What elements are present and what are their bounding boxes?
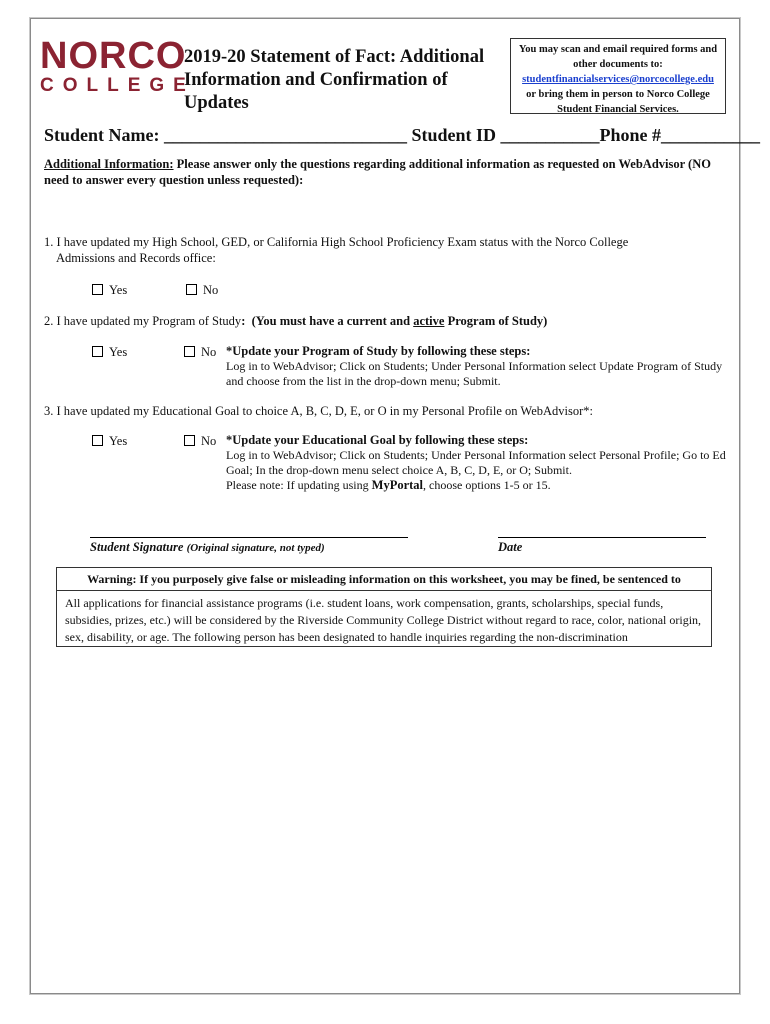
submission-info-box [510, 38, 726, 114]
q2-steps-title: *Update your Program of Study by following these steps: [226, 344, 531, 358]
phone-field[interactable]: ___________ [661, 125, 761, 145]
logo-norco: NORCO [40, 35, 187, 77]
question-1 [44, 234, 704, 266]
q2-steps [226, 344, 726, 389]
question-1-text: 1. I have updated my High School, GED, or California High School Proficiency Exam status with the Norco College [44, 235, 629, 249]
id-field[interactable]: ___________ [500, 125, 600, 145]
q1-yes-label: Yes [109, 283, 128, 297]
logo-college: COLLEGE [40, 75, 195, 96]
q3-yes-option[interactable] [92, 433, 127, 449]
warning-text: Warning: If you purposely give false or misleading information on this worksheet, you may be fined, be sentenced to [57, 568, 711, 591]
q2-steps-body: Log in to WebAdvisor; Click on Students; Under Personal Information select Update Program of Study and choose from the list in the drop-down menu; Submit. [226, 359, 723, 388]
form-title: 2019-20 Statement of Fact: Additional Information and Confirmation of Updates [184, 47, 485, 113]
additional-info [44, 156, 734, 188]
name-label: Student Name: [44, 125, 160, 145]
name-field[interactable]: ___________________________ [164, 125, 407, 145]
signature-label: Student Signature [90, 540, 184, 554]
q1-no-option[interactable] [186, 282, 218, 298]
signature-caption [90, 540, 325, 555]
checkbox-icon[interactable] [184, 435, 195, 446]
q3-yes-label: Yes [109, 434, 128, 448]
q2-no-label: No [201, 345, 217, 359]
q1-yes-option[interactable] [92, 282, 127, 298]
student-info-row [44, 125, 760, 146]
q2-no-option[interactable] [184, 344, 216, 360]
question-2-text: 2. I have updated my Program of Study [44, 314, 242, 328]
question-2 [44, 313, 724, 329]
nondiscrimination-policy: All applications for financial assistance programs (i.e. student loans, work compensation, grants, scholarships, special funds, subsidies, prizes, etc.) will be considered by the Riverside Community College District without regard to race, color, national origin, sex, disability, or age. The following person has been designated to handle inquiries regarding the non-discrimination [65, 596, 702, 644]
checkbox-icon[interactable] [186, 284, 197, 295]
question-3-text: 3. I have updated my Educational Goal to choice A, B, C, D, E, or O in my Personal Profile on WebAdvisor*: [44, 404, 594, 418]
q3-no-option[interactable] [184, 433, 216, 449]
id-label: Student ID [411, 125, 497, 145]
q2-yes-label: Yes [109, 345, 128, 359]
q3-steps [226, 433, 726, 493]
email-link[interactable]: studentfinancialservices@norcocollege.edu [522, 74, 714, 85]
info-line2: or bring them in person to Norco College Student Financial Services. [526, 89, 710, 115]
q3-note: Please note: If updating using MyPortal, choose options 1-5 or 15. [226, 478, 551, 492]
checkbox-icon[interactable] [92, 284, 103, 295]
q1-no-label: No [203, 283, 219, 297]
checkbox-icon[interactable] [92, 435, 103, 446]
question-2-note: (You must have a current and active Program of Study) [251, 314, 548, 328]
q2-yes-option[interactable] [92, 344, 127, 360]
q3-no-label: No [201, 434, 217, 448]
info-line1: You may scan and email required forms and other documents to: [518, 44, 718, 70]
checkbox-icon[interactable] [92, 346, 103, 357]
checkbox-icon[interactable] [184, 346, 195, 357]
q3-steps-title: *Update your Educational Goal by following these steps: [226, 433, 529, 447]
warning-box [56, 567, 712, 647]
additional-label: Additional Information: [44, 157, 174, 171]
date-line[interactable] [498, 537, 706, 538]
additional-text: Please answer only the questions regarding additional information as requested on WebAdvisor (NO need to answer every question unless requested): [44, 157, 711, 187]
signature-sub: (Original signature, not typed) [186, 542, 325, 554]
phone-label: Phone # [599, 125, 662, 145]
signature-line[interactable] [90, 537, 408, 538]
question-2-colon: : [241, 314, 246, 328]
date-label: Date [498, 540, 523, 554]
q3-steps-body: Log in to WebAdvisor; Click on Students; Under Personal Information select Personal Profile; Go to Ed Goal; In the drop-down menu select choice A, B, C, D, E, or O; Submit. [226, 448, 726, 477]
question-1-text2: Admissions and Records office: [56, 251, 216, 265]
